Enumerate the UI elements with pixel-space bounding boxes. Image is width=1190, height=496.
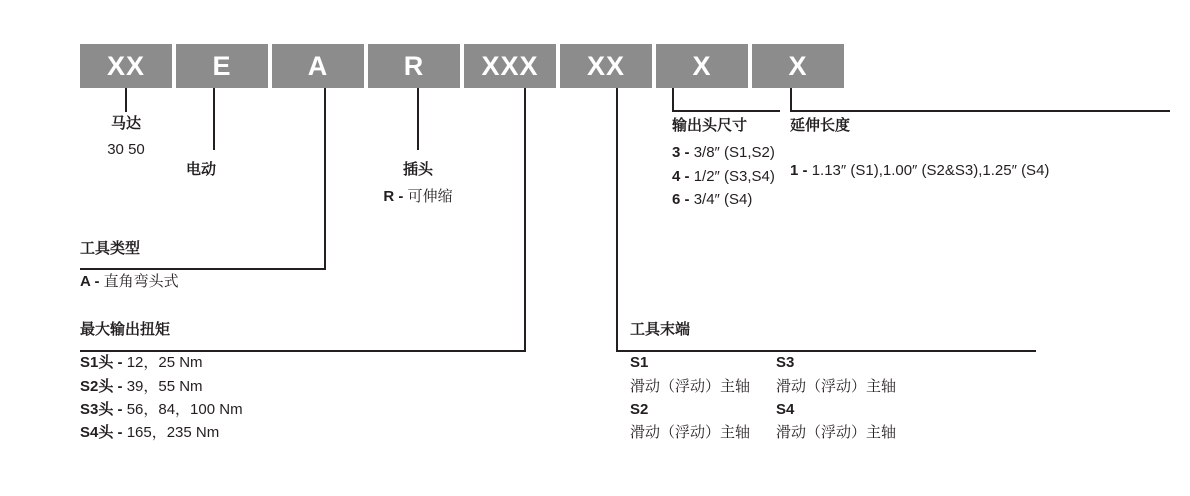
- leader-line-tool-type-vertical: [324, 88, 326, 270]
- tool-end-row-s2-code: S2: [630, 400, 649, 418]
- max-torque-row-s3-code: S3头 -: [80, 400, 123, 418]
- tool-type-option-a: [80, 270, 179, 293]
- output-size-row-4: [672, 165, 775, 188]
- max-torque-row-s3: [80, 398, 243, 421]
- electric-title: 电动: [186, 161, 217, 178]
- tool-end-row-s1-value: 滑动（浮动）主轴: [630, 377, 751, 395]
- code-segment-max-torque: XXX: [464, 44, 556, 88]
- leader-line-output-size-vertical: [672, 88, 674, 112]
- output-size-row-6-value: 3/4″ (S4): [693, 190, 753, 208]
- max-torque-title: 最大输出扭矩: [80, 321, 171, 338]
- code-segment-plug: R: [368, 44, 460, 88]
- output-size-row-3-value: 3/8″ (S1,S2): [693, 144, 775, 162]
- max-torque-row-s1: [80, 351, 243, 374]
- tool-end-title: 工具末端: [630, 321, 691, 338]
- max-torque-row-s4: [80, 421, 243, 444]
- tool-end-right-column: [776, 351, 896, 444]
- max-torque-row-s2: [80, 375, 243, 398]
- motor-option-30: 30: [107, 141, 124, 158]
- extension-length-row-1-value: 1.13″ (S1),1.00″ (S2&S3),1.25″ (S4): [811, 162, 1050, 180]
- max-torque-row-s3-value: 56，84，100 Nm: [126, 400, 243, 418]
- output-size-row-3: [672, 141, 775, 164]
- tool-end-row-s2: [630, 398, 750, 445]
- output-size-row-3-code: 3 -: [672, 144, 690, 162]
- tool-end-row-s1: [630, 351, 750, 398]
- code-segment-extension-length: X: [752, 44, 844, 88]
- tool-end-row-s4-code: S4: [776, 400, 795, 418]
- code-segment-tool-type: A: [272, 44, 364, 88]
- output-size-row-4-value: 1/2″ (S3,S4): [693, 167, 775, 185]
- max-torque-block: [80, 318, 243, 444]
- code-box-row: [80, 44, 844, 88]
- tool-end-row-s4: [776, 398, 896, 445]
- tool-type-title: 工具类型: [80, 240, 141, 257]
- tool-type-option-text: 直角弯头式: [103, 273, 179, 291]
- code-segment-output-size: X: [656, 44, 748, 88]
- extension-length-row-1: [790, 159, 1049, 182]
- plug-title: 插头: [402, 161, 433, 178]
- code-segment-motor: XX: [80, 44, 172, 88]
- leader-line-tool-end-vertical: [616, 88, 618, 352]
- leader-line-output-size-horizontal: [672, 110, 780, 112]
- plug-option-code: R -: [383, 188, 404, 206]
- plug-option-text: 可伸缩: [407, 188, 453, 206]
- code-segment-tool-end: XX: [560, 44, 652, 88]
- extension-length-row-1-code: 1 -: [790, 162, 808, 180]
- output-size-row-6: [672, 188, 775, 211]
- leader-line-extension-length-horizontal: [790, 110, 1170, 112]
- leader-line-electric: [213, 88, 215, 150]
- plug-option-retractable: [366, 185, 470, 208]
- tool-end-row-s4-value: 滑动（浮动）主轴: [776, 424, 897, 441]
- electric-block: [186, 158, 216, 185]
- leader-line-max-torque-vertical: [524, 88, 526, 352]
- tool-end-row-s3-code: S3: [776, 354, 795, 372]
- motor-option-50: 50: [128, 141, 145, 158]
- leader-line-plug: [417, 88, 419, 150]
- tool-end-row-s3-value: 滑动（浮动）主轴: [776, 377, 897, 395]
- tool-end-left-column: [630, 351, 750, 444]
- max-torque-row-s2-code: S2头 -: [80, 377, 123, 395]
- max-torque-row-s1-code: S1头 -: [80, 354, 123, 372]
- tool-end-row-s2-value: 滑动（浮动）主轴: [630, 424, 751, 441]
- max-torque-row-s4-value: 165，235 Nm: [126, 424, 220, 441]
- leader-line-motor: [125, 88, 127, 112]
- motor-block: [88, 112, 164, 162]
- motor-title: 马达: [110, 115, 141, 132]
- tool-type-block: [80, 237, 179, 294]
- output-size-row-4-code: 4 -: [672, 167, 690, 185]
- code-segment-electric: E: [176, 44, 268, 88]
- max-torque-row-s4-code: S4头 -: [80, 424, 123, 441]
- tool-end-block: [630, 318, 896, 444]
- tool-end-row-s3: [776, 351, 896, 398]
- plug-block: [366, 158, 470, 209]
- max-torque-row-s2-value: 39，55 Nm: [126, 377, 203, 395]
- tool-type-option-code: A -: [80, 273, 100, 291]
- leader-line-extension-length-vertical: [790, 88, 792, 112]
- max-torque-row-s1-value: 12，25 Nm: [126, 354, 203, 372]
- output-size-title: 输出头尺寸: [672, 117, 748, 134]
- output-size-block: [672, 114, 775, 211]
- extension-length-block: [790, 114, 1049, 183]
- extension-length-title: 延伸长度: [790, 117, 851, 134]
- output-size-row-6-code: 6 -: [672, 190, 690, 208]
- tool-end-row-s1-code: S1: [630, 354, 649, 372]
